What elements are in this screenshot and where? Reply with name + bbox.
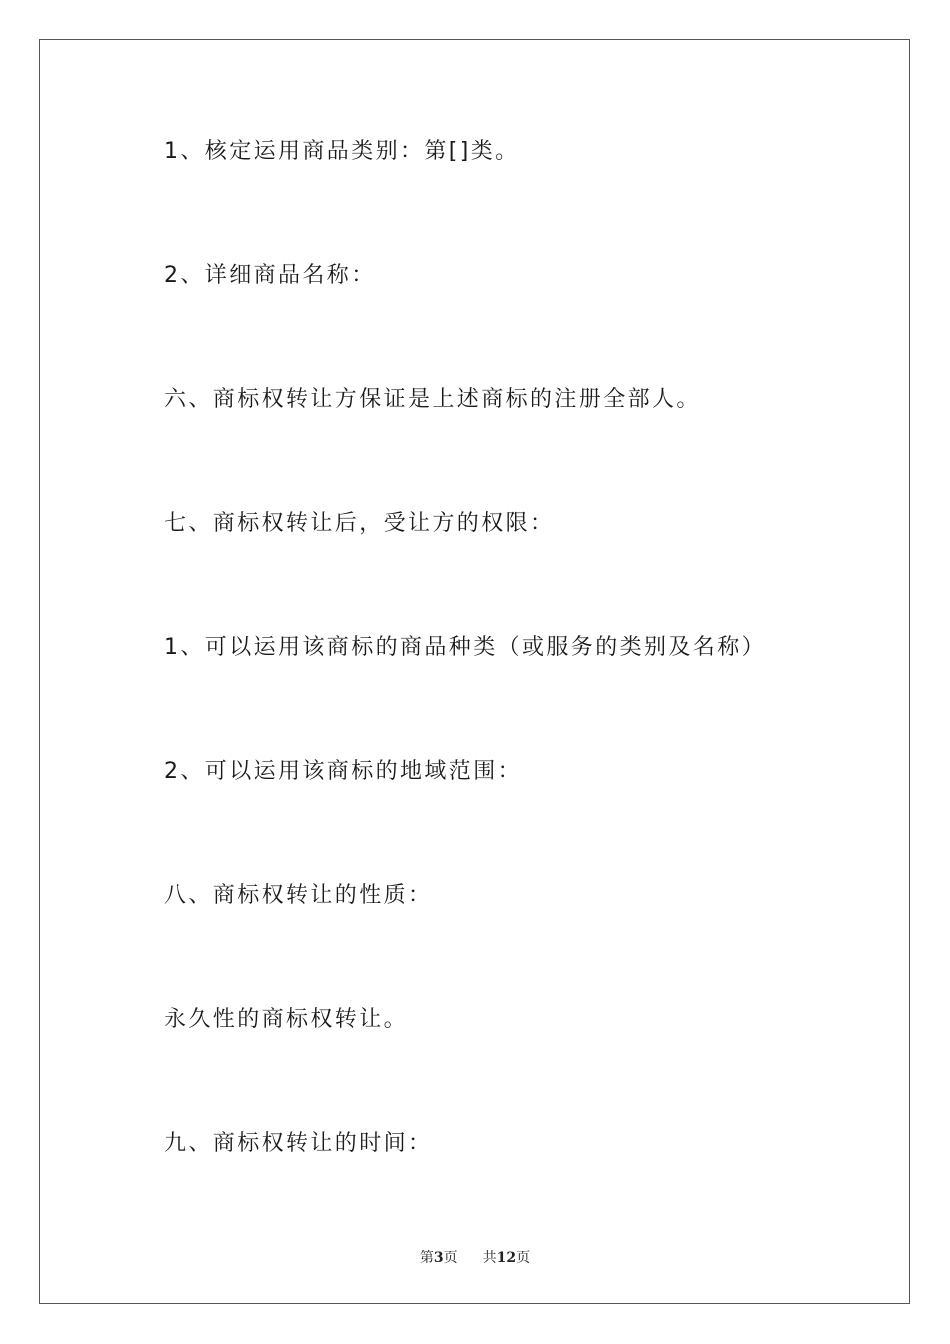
page-prefix: 第 bbox=[419, 1250, 434, 1266]
paragraph: 永久性的商标权转让。 bbox=[164, 1007, 409, 1032]
page-frame bbox=[39, 39, 910, 1304]
paragraph: 2、可以运用该商标的地域范围： bbox=[164, 759, 522, 784]
paragraph: 六、商标权转让方保证是上述商标的注册全部人。 bbox=[164, 387, 701, 412]
page-footer bbox=[0, 1247, 950, 1267]
paragraph: 1、核定运用商品类别：第[]类。 bbox=[164, 139, 520, 164]
page-current-number: 3 bbox=[433, 1250, 444, 1266]
paragraph: 八、商标权转让的性质： bbox=[164, 883, 433, 908]
paragraph: 七、商标权转让后，受让方的权限： bbox=[164, 511, 555, 536]
paragraph: 九、商标权转让的时间： bbox=[164, 1131, 433, 1156]
page-suffix: 页 bbox=[443, 1250, 458, 1266]
paragraph: 1、可以运用该商标的商品种类（或服务的类别及名称） bbox=[164, 635, 766, 660]
paragraph: 2、详细商品名称： bbox=[164, 263, 376, 288]
total-suffix: 页 bbox=[516, 1250, 531, 1266]
total-prefix: 共 bbox=[482, 1250, 497, 1266]
page-total-number: 12 bbox=[496, 1250, 517, 1266]
